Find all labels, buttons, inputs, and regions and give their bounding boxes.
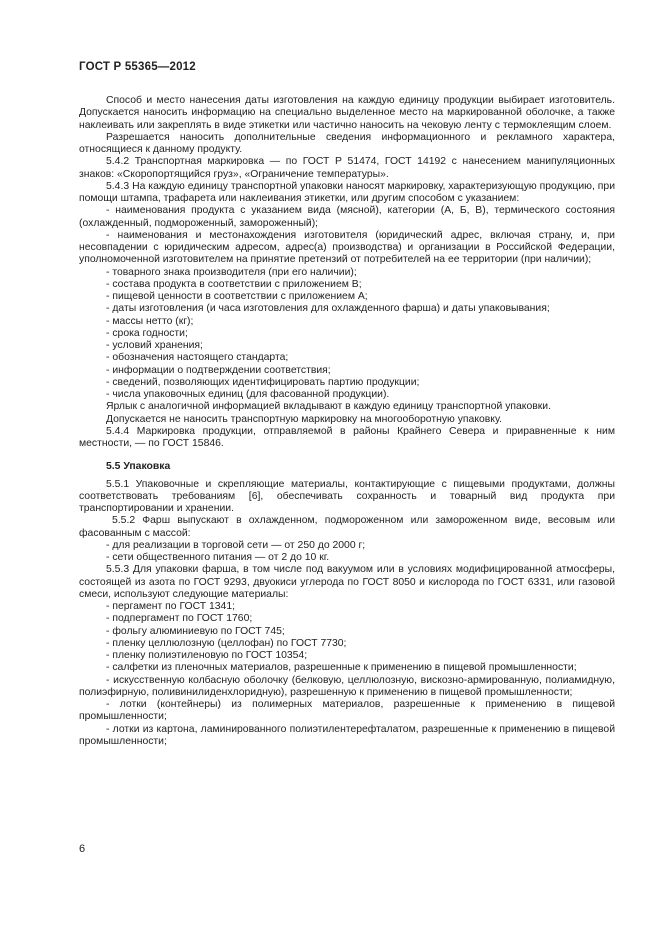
paragraph: 5.4.4 Маркировка продукции, отправляемой в районы Крайнего Севера и приравненные к ним местности, — по ГОСТ 15846. (79, 425, 615, 449)
list-item: - лотки (контейнеры) из полимерных материалов, разрешенные к применению в пищевой промышленности; (79, 699, 615, 723)
list-item: - состава продукта в соответствии с приложением В; (106, 278, 362, 290)
list-item: - для реализации в торговой сети — от 250 до 2000 г; (106, 539, 366, 551)
paragraph: 5.5.3 Для упаковки фарша, в том числе под вакуумом или в условиях модифицированной атмосферы, состоящей из азота по ГОСТ 9293, двуокиси углерода по ГОСТ 8050 и кислорода по ГОСТ 6331, или газовой смеси, используют следующие материалы: (79, 564, 615, 600)
list-item: - числа упаковочных единиц (для фасованной продукции). (106, 389, 390, 400)
list-item: - пленку полиэтиленовую по ГОСТ 10354; (106, 650, 308, 661)
page-number: 6 (79, 843, 86, 855)
paragraph: Ярлык с аналогичной информацией вкладывают в каждую единицу транспортной упаковки. (106, 401, 552, 413)
list-item: - сети общественного питания — от 2 до 10 кг. (106, 552, 330, 563)
list-item: - условий хранения; (106, 340, 203, 351)
list-item: - массы нетто (кг); (106, 315, 194, 327)
list-item: - пергамент по ГОСТ 1341; (106, 601, 235, 612)
list-item: - сведений, позволяющих идентифицировать партию продукции; (106, 376, 420, 388)
paragraph: 5.4.2 Транспортная маркировка — по ГОСТ Р 51474, ГОСТ 14192 с нанесением манипуляционных знаков: «Скоропортящийся груз», «Ограничение температуры». (79, 156, 615, 180)
list-item: - наименования и местонахождения изготовителя (юридический адрес, включая страну, и, при несовпадении с юридическим адресом, адрес(а) производства) и организации в Российской Федерации, уполномоченной изготовителем на принятие претензий от потребителей на ее территории (при наличии); (79, 229, 615, 266)
section-heading: 5.5 Упаковка (106, 461, 171, 473)
list-item: - обозначения настоящего стандарта; (106, 352, 289, 364)
paragraph: 5.4.3 На каждую единицу транспортной упаковки наносят маркировку, характеризующую продукцию, при помощи штампа, трафарета или наклеивания этикетки, или другим способом с указанием: (79, 180, 615, 204)
paragraph: 5.5.1 Упаковочные и скрепляющие материалы, контактирующие с пищевыми продуктами, должны соответствовать требованиям [6], обеспечивать сохранность и товарный вид продукта при транспортировании и хранении. (79, 478, 615, 514)
paragraph: 5.5.2 Фарш выпускают в охлажденном, подмороженном или замороженном виде, весовым или фасованным с массой: (79, 515, 615, 539)
list-item: - лотки из картона, ламинированного полиэтилентерефталатом, разрешенные к применению в пищевой промышленности; (79, 723, 615, 747)
paragraph: Способ и место нанесения даты изготовления на каждую единицу продукции выбирает изготовитель. Допускается наносить информацию на специально выделенное место на маркированной оболочке, а также наклеивать или закреплять в виде этикетки или частично наносить на чековую ленту с термоклеящим слоем. (79, 95, 615, 131)
list-item: - даты изготовления (и часа изготовления для охлажденного фарша) и даты упаковывания; (106, 303, 550, 315)
list-item: - наименования продукта с указанием вида (мясной), категории (А, Б, В), термического состояния (охлажденный, подмороженный, замороженный); (79, 205, 615, 229)
list-item: - информации о подтверждении соответствия; (106, 364, 331, 376)
paragraph: Допускается не наносить транспортную маркировку на многооборотную упаковку. (106, 413, 502, 425)
list-item: - пищевой ценности в соответствии с приложением А; (106, 291, 368, 302)
list-item: - подпергамент по ГОСТ 1760; (106, 613, 253, 625)
list-item: - товарного знака производителя (при его наличии); (106, 266, 357, 278)
list-item: - салфетки из пленочных материалов, разрешенные к применению в пищевой промышленности; (106, 662, 577, 674)
list-item: - срока годности; (106, 327, 188, 339)
list-item: - искусственную колбасную оболочку (белковую, целлюлозную, вискозно-армированную, полиамидную, полиэфирную, поливинилиденхлоридную), разрешенную к применению в пищевой промышленности; (79, 674, 615, 698)
list-item: - пленку целлюлозную (целлофан) по ГОСТ 7730; (106, 637, 347, 649)
list-item: - фольгу алюминиевую по ГОСТ 745; (106, 625, 285, 637)
document-header: ГОСТ Р 55365—2012 (79, 61, 196, 73)
paragraph: Разрешается наносить дополнительные сведения информационного и рекламного характера, относящиеся к данному продукту. (79, 131, 615, 155)
document-body (79, 95, 615, 748)
